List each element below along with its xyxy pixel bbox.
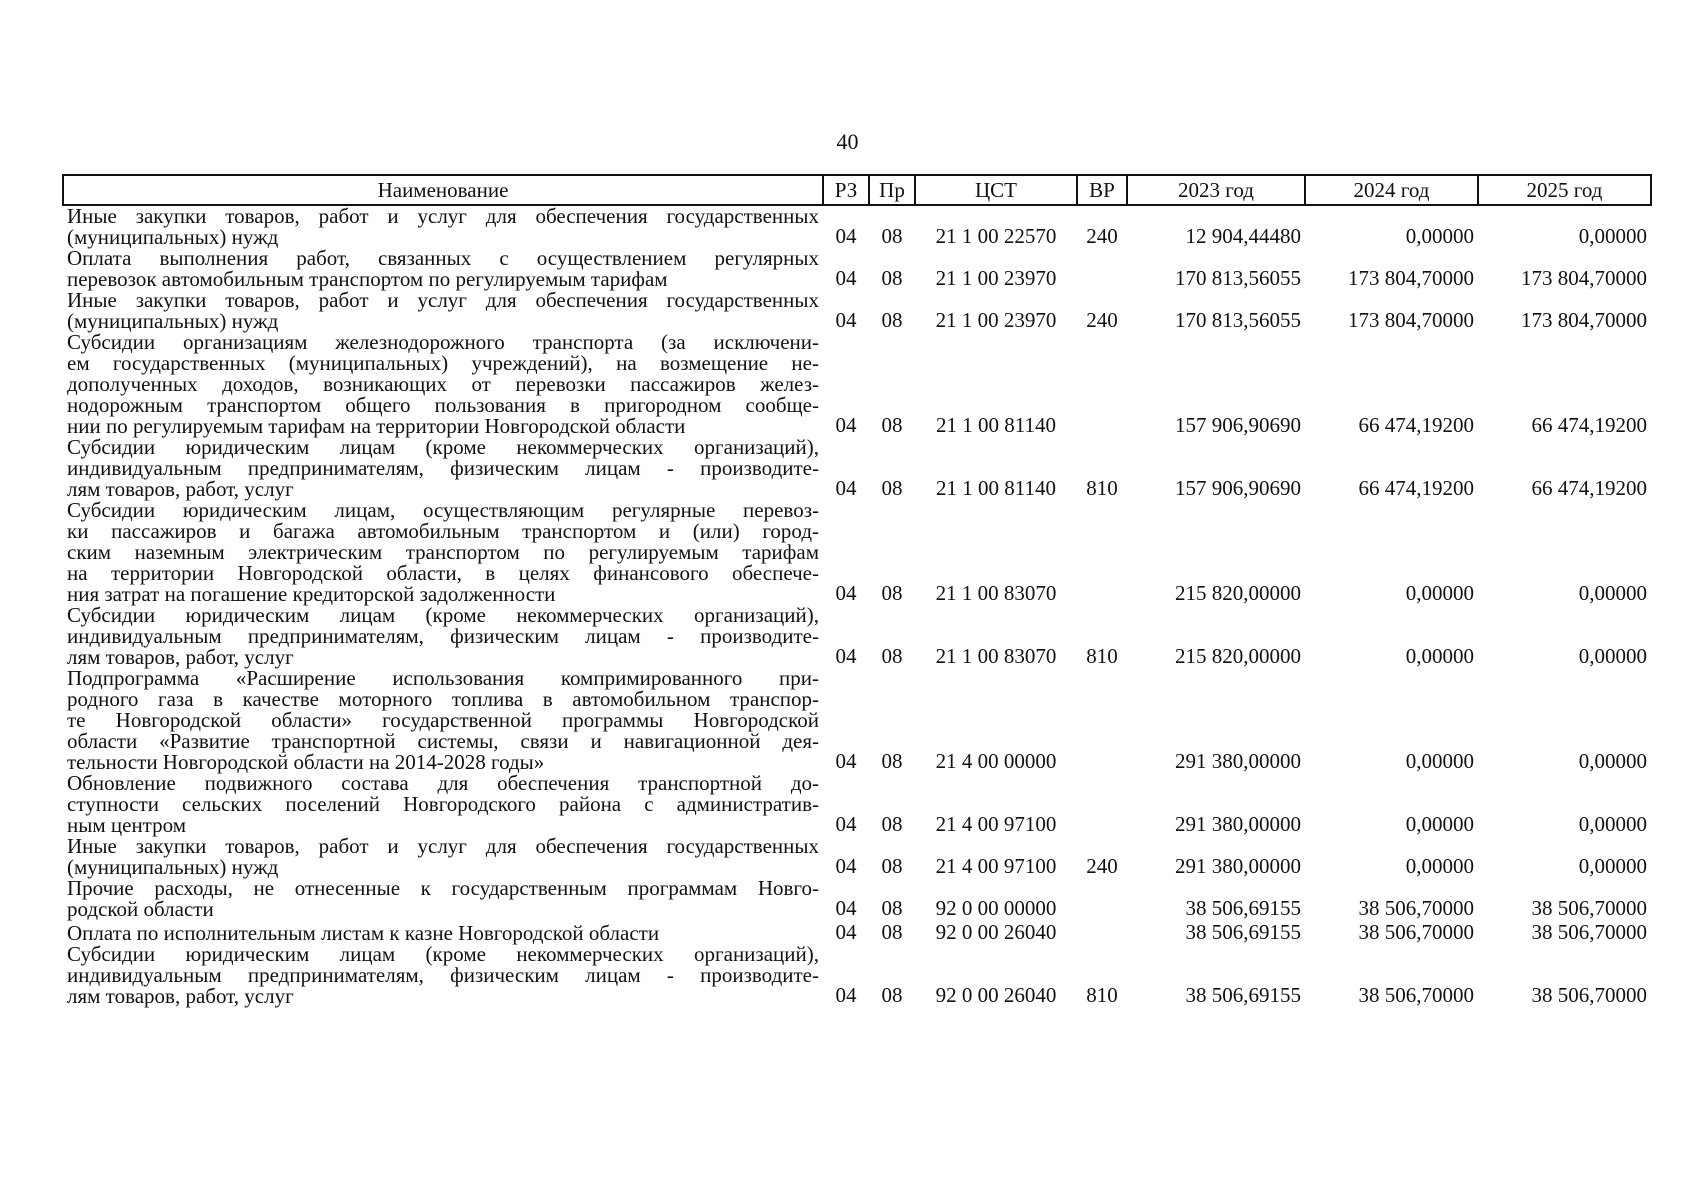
row-name-line: Оплата по исполнительным листам к казне Новгородской области bbox=[67, 921, 660, 945]
row-amount-2025: 66 474,19200 bbox=[1531, 413, 1647, 437]
row-amount-2023: 291 380,00000 bbox=[1175, 812, 1301, 836]
table-body bbox=[63, 205, 1651, 1007]
row-vr: 240 bbox=[1086, 308, 1118, 332]
row-amount-2025: 38 506,70000 bbox=[1531, 920, 1647, 944]
row-cst: 92 0 00 26040 bbox=[935, 920, 1057, 944]
row-name-line: ским наземным электрическим транспортом по регулируемым тарифам bbox=[67, 540, 819, 564]
row-rz: 04 bbox=[835, 854, 857, 878]
row-amount-2023: 12 904,44480 bbox=[1185, 224, 1301, 248]
row-name-line: (муниципальных) нужд bbox=[67, 309, 279, 333]
row-name bbox=[63, 248, 823, 290]
row-pr: 08 bbox=[881, 749, 903, 773]
row-name-line: те Новгородской области» государственной программы Новгородской bbox=[67, 708, 819, 732]
row-amount-2024: 0,00000 bbox=[1405, 644, 1474, 668]
row-amount-2024: 0,00000 bbox=[1405, 581, 1474, 605]
row-pr: 08 bbox=[881, 581, 903, 605]
row-amount-2023: 291 380,00000 bbox=[1175, 854, 1301, 878]
row-name-line: нодорожным транспортом общего пользования в пригородном сообще- bbox=[67, 393, 819, 417]
row-name-line: на территории Новгородской области, в целях финансового обеспече- bbox=[67, 561, 819, 585]
table-row bbox=[63, 773, 1651, 836]
row-pr: 08 bbox=[881, 812, 903, 836]
row-cst: 21 1 00 81140 bbox=[936, 413, 1056, 437]
row-name-line: Иные закупки товаров, работ и услуг для обеспечения государственных bbox=[67, 288, 819, 312]
row-amount-2024: 66 474,19200 bbox=[1358, 476, 1474, 500]
row-vr bbox=[1077, 332, 1127, 437]
row-amount-2025: 0,00000 bbox=[1578, 644, 1647, 668]
row-name-line: ния затрат на погашение кредиторской задолженности bbox=[67, 582, 556, 606]
header-cst: ЦСТ bbox=[915, 175, 1077, 205]
row-amount-2024: 38 506,70000 bbox=[1358, 920, 1474, 944]
row-name-line: индивидуальным предпринимателям, физическим лицам - производите- bbox=[67, 456, 819, 480]
row-cst: 92 0 00 00000 bbox=[935, 896, 1057, 920]
row-amount-2023: 157 906,90690 bbox=[1175, 476, 1301, 500]
row-name bbox=[63, 205, 823, 248]
row-cst: 21 1 00 83070 bbox=[935, 644, 1057, 668]
row-name-line: Субсидии юридическим лицам (кроме некоммерческих организаций), bbox=[67, 435, 819, 459]
row-name bbox=[63, 944, 823, 1007]
row-amount-2023: 170 813,56055 bbox=[1175, 308, 1301, 332]
row-name-line: индивидуальным предпринимателям, физическим лицам - производите- bbox=[67, 624, 819, 648]
row-name-line: родской области bbox=[67, 897, 214, 921]
row-pr: 08 bbox=[881, 224, 903, 248]
table-row bbox=[63, 920, 1651, 944]
row-vr bbox=[1077, 500, 1127, 605]
row-name-line: Субсидии юридическим лицам (кроме некоммерческих организаций), bbox=[67, 603, 819, 627]
table-row bbox=[63, 248, 1651, 290]
row-name-line: Прочие расходы, не отнесенные к государственным программам Новго- bbox=[67, 876, 819, 900]
row-amount-2023: 215 820,00000 bbox=[1175, 644, 1301, 668]
row-name bbox=[63, 920, 823, 944]
header-pr: Пр bbox=[869, 175, 915, 205]
table-row bbox=[63, 836, 1651, 878]
row-rz: 04 bbox=[835, 896, 857, 920]
row-rz: 04 bbox=[835, 266, 857, 290]
row-amount-2024: 0,00000 bbox=[1405, 749, 1474, 773]
row-cst: 92 0 00 26040 bbox=[935, 983, 1057, 1007]
row-amount-2023: 215 820,00000 bbox=[1175, 581, 1301, 605]
row-name-line: перевозок автомобильным транспортом по регулируемым тарифам bbox=[67, 267, 668, 291]
table-row bbox=[63, 605, 1651, 668]
table-row bbox=[63, 878, 1651, 920]
table-header bbox=[63, 175, 1651, 205]
row-rz: 04 bbox=[835, 920, 857, 944]
row-name bbox=[63, 605, 823, 668]
row-name bbox=[63, 332, 823, 437]
row-name bbox=[63, 290, 823, 332]
row-name-line: Оплата выполнения работ, связанных с осуществлением регулярных bbox=[67, 246, 819, 270]
row-amount-2023: 291 380,00000 bbox=[1175, 749, 1301, 773]
row-name-line: дополученных доходов, возникающих от перевозки пассажиров желез- bbox=[67, 372, 819, 396]
row-amount-2023: 38 506,69155 bbox=[1185, 983, 1301, 1007]
header-2024: 2024 год bbox=[1305, 175, 1478, 205]
row-cst: 21 4 00 97100 bbox=[935, 812, 1057, 836]
row-amount-2024: 173 804,70000 bbox=[1348, 308, 1474, 332]
table-row bbox=[63, 668, 1651, 773]
row-amount-2024: 0,00000 bbox=[1405, 224, 1474, 248]
row-rz: 04 bbox=[835, 308, 857, 332]
table-row bbox=[63, 437, 1651, 500]
row-vr: 240 bbox=[1086, 854, 1118, 878]
row-name-line: тельности Новгородской области на 2014-2028 годы» bbox=[67, 750, 545, 774]
row-pr: 08 bbox=[881, 920, 903, 944]
row-name bbox=[63, 836, 823, 878]
row-amount-2025: 0,00000 bbox=[1578, 812, 1647, 836]
row-pr: 08 bbox=[881, 983, 903, 1007]
row-amount-2024: 38 506,70000 bbox=[1358, 896, 1474, 920]
row-amount-2024: 38 506,70000 bbox=[1358, 983, 1474, 1007]
row-rz: 04 bbox=[835, 644, 857, 668]
row-pr: 08 bbox=[881, 308, 903, 332]
row-amount-2025: 0,00000 bbox=[1578, 581, 1647, 605]
row-name-line: (муниципальных) нужд bbox=[67, 225, 279, 249]
table-row bbox=[63, 205, 1651, 248]
table-row bbox=[63, 332, 1651, 437]
row-name-line: родного газа в качестве моторного топлива в автомобильном транспор- bbox=[67, 687, 819, 711]
row-name bbox=[63, 878, 823, 920]
row-name-line: Субсидии юридическим лицам (кроме некоммерческих организаций), bbox=[67, 942, 819, 966]
row-amount-2023: 157 906,90690 bbox=[1175, 413, 1301, 437]
row-name-line: Субсидии организациям железнодорожного транспорта (за исключени- bbox=[67, 330, 819, 354]
row-rz: 04 bbox=[835, 476, 857, 500]
row-pr: 08 bbox=[881, 476, 903, 500]
row-vr bbox=[1077, 773, 1127, 836]
row-vr: 240 bbox=[1086, 224, 1118, 248]
row-amount-2025: 0,00000 bbox=[1578, 224, 1647, 248]
row-name-line: Иные закупки товаров, работ и услуг для обеспечения государственных bbox=[67, 834, 819, 858]
table-row bbox=[63, 290, 1651, 332]
row-amount-2023: 38 506,69155 bbox=[1185, 920, 1301, 944]
row-name bbox=[63, 500, 823, 605]
row-name-line: ступности сельских поселений Новгородского района с административ- bbox=[67, 792, 819, 816]
row-pr: 08 bbox=[881, 896, 903, 920]
row-name bbox=[63, 437, 823, 500]
row-name-line: области «Развитие транспортной системы, связи и навигационной дея- bbox=[67, 729, 819, 753]
row-name-line: Подпрограмма «Расширение использования компримированного при- bbox=[67, 666, 819, 690]
row-cst: 21 1 00 81140 bbox=[936, 476, 1056, 500]
table-row bbox=[63, 500, 1651, 605]
row-cst: 21 1 00 23970 bbox=[935, 266, 1057, 290]
row-amount-2025: 38 506,70000 bbox=[1531, 983, 1647, 1007]
row-name-line: Иные закупки товаров, работ и услуг для обеспечения государственных bbox=[67, 204, 819, 228]
row-name-line: Обновление подвижного состава для обеспечения транспортной до- bbox=[67, 771, 819, 795]
header-rz: РЗ bbox=[823, 175, 869, 205]
row-name-line: лям товаров, работ, услуг bbox=[67, 984, 294, 1008]
row-name-line: (муниципальных) нужд bbox=[67, 855, 279, 879]
row-name-line: ем государственных (муниципальных) учреждений), на возмещение не- bbox=[67, 351, 819, 375]
row-cst: 21 4 00 00000 bbox=[935, 749, 1057, 773]
header-row bbox=[63, 175, 1651, 205]
header-name: Наименование bbox=[63, 175, 823, 205]
row-amount-2024: 66 474,19200 bbox=[1358, 413, 1474, 437]
row-amount-2024: 0,00000 bbox=[1405, 812, 1474, 836]
row-cst: 21 1 00 22570 bbox=[935, 224, 1057, 248]
row-name bbox=[63, 773, 823, 836]
budget-table bbox=[62, 174, 1652, 1007]
row-pr: 08 bbox=[881, 644, 903, 668]
row-name-line: ки пассажиров и багажа автомобильным транспортом и (или) город- bbox=[67, 519, 819, 543]
row-amount-2025: 38 506,70000 bbox=[1531, 896, 1647, 920]
row-rz: 04 bbox=[835, 581, 857, 605]
page-number: 40 bbox=[836, 129, 859, 154]
row-vr: 810 bbox=[1086, 644, 1118, 668]
header-2023: 2023 год bbox=[1127, 175, 1305, 205]
row-vr bbox=[1077, 668, 1127, 773]
header-2025: 2025 год bbox=[1478, 175, 1651, 205]
row-name-line: индивидуальным предпринимателям, физическим лицам - производите- bbox=[67, 963, 819, 987]
row-pr: 08 bbox=[881, 854, 903, 878]
row-vr bbox=[1077, 878, 1127, 920]
row-vr: 810 bbox=[1086, 983, 1118, 1007]
header-vr: ВР bbox=[1077, 175, 1127, 205]
row-amount-2025: 173 804,70000 bbox=[1521, 266, 1647, 290]
row-vr bbox=[1077, 920, 1127, 944]
row-amount-2023: 38 506,69155 bbox=[1185, 896, 1301, 920]
row-amount-2024: 173 804,70000 bbox=[1348, 266, 1474, 290]
row-name-line: ным центром bbox=[67, 813, 187, 837]
row-cst: 21 4 00 97100 bbox=[935, 854, 1057, 878]
row-rz: 04 bbox=[835, 983, 857, 1007]
row-name-line: нии по регулируемым тарифам на территории Новгородской области bbox=[67, 414, 686, 438]
row-vr: 810 bbox=[1086, 476, 1118, 500]
row-cst: 21 1 00 83070 bbox=[935, 581, 1057, 605]
table-row bbox=[63, 944, 1651, 1007]
row-amount-2025: 66 474,19200 bbox=[1531, 476, 1647, 500]
row-rz: 04 bbox=[835, 749, 857, 773]
row-pr: 08 bbox=[881, 266, 903, 290]
row-name-line: Субсидии юридическим лицам, осуществляющим регулярные перевоз- bbox=[67, 498, 819, 522]
row-amount-2023: 170 813,56055 bbox=[1175, 266, 1301, 290]
row-amount-2025: 0,00000 bbox=[1578, 749, 1647, 773]
row-name-line: лям товаров, работ, услуг bbox=[67, 645, 294, 669]
row-cst: 21 1 00 23970 bbox=[935, 308, 1057, 332]
row-vr bbox=[1077, 248, 1127, 290]
row-rz: 04 bbox=[835, 413, 857, 437]
row-name bbox=[63, 668, 823, 773]
row-rz: 04 bbox=[835, 812, 857, 836]
row-amount-2025: 0,00000 bbox=[1578, 854, 1647, 878]
row-rz: 04 bbox=[835, 224, 857, 248]
row-pr: 08 bbox=[881, 413, 903, 437]
row-name-line: лям товаров, работ, услуг bbox=[67, 477, 294, 501]
row-amount-2025: 173 804,70000 bbox=[1521, 308, 1647, 332]
row-amount-2024: 0,00000 bbox=[1405, 854, 1474, 878]
